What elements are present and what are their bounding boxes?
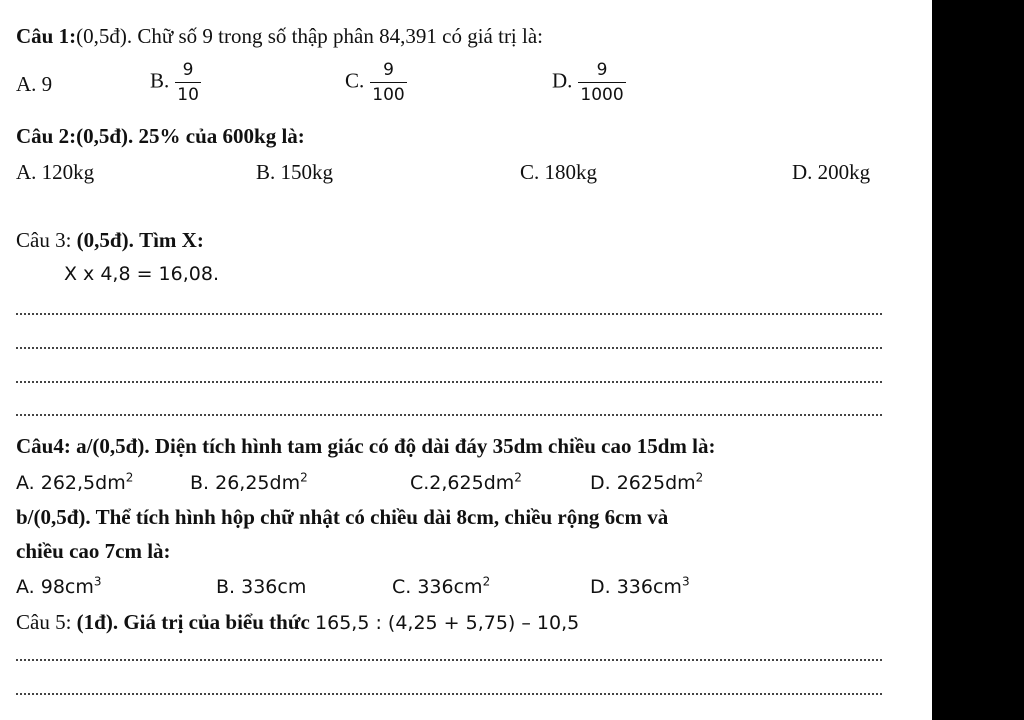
right-black-border [932, 0, 1024, 720]
fraction-denominator: 100 [370, 82, 406, 105]
q3-label: Câu 3: [16, 228, 72, 252]
q2-option-d: D. 200kg [792, 160, 871, 184]
q2-option-b: B. 150kg [256, 160, 334, 184]
exponent: 3 [681, 574, 690, 589]
q1-option-b [150, 60, 201, 105]
q4-sub-b: b/(0,5đ). [16, 505, 91, 529]
question-2 [16, 124, 305, 148]
q4b-option-a [16, 575, 102, 599]
q1-option-d [552, 60, 626, 105]
q1-option-b-prefix: B. [150, 68, 170, 93]
q1-option-a: A. 9 [16, 72, 53, 96]
answer-dotted-line [16, 313, 882, 315]
exponent: 2 [695, 470, 704, 485]
q1-option-b-fraction [175, 60, 201, 105]
option-text: B. 26,25dm [190, 472, 301, 494]
answer-dotted-line [16, 347, 882, 349]
q4-text-a: Diện tích hình tam giác có độ dài đáy 35dm chiều cao 15dm là: [154, 434, 716, 458]
q2-text: 25% của 600kg là: [138, 124, 305, 148]
q1-option-d-prefix: D. [552, 68, 573, 93]
exponent: 2 [482, 574, 491, 589]
answer-dotted-line [16, 693, 882, 695]
q4b-option-c [392, 575, 490, 599]
answer-dotted-line [16, 381, 882, 383]
fraction-numerator: 9 [383, 60, 394, 80]
fraction-numerator: 9 [596, 60, 608, 80]
answer-dotted-line [16, 659, 882, 661]
q2-option-c: C. 180kg [520, 160, 598, 184]
option-text: D. 336cm [590, 576, 682, 598]
q1-points: (0,5đ). [76, 24, 133, 48]
q2-points: (0,5đ). [76, 124, 134, 148]
fraction-denominator: 10 [175, 82, 201, 105]
q4b-option-d [590, 575, 690, 599]
q4b-option-b: B. 336cm [216, 576, 307, 598]
q2-option-a: A. 120kg [16, 160, 95, 184]
q1-label: Câu 1: [16, 24, 77, 48]
exponent: 2 [300, 470, 308, 485]
q1-text: Chữ số 9 trong số thập phân 84,391 có giá trị là: [137, 24, 544, 48]
q3-text: Tìm X: [139, 228, 204, 252]
q5-text: Giá trị của biểu thức [123, 610, 310, 634]
q1-option-c-fraction [370, 60, 406, 105]
question-5 [16, 610, 579, 635]
q2-label: Câu 2: [16, 124, 77, 148]
exponent: 3 [93, 574, 102, 589]
q4a-option-d [590, 471, 703, 495]
q4a-option-c [410, 471, 522, 495]
question-4b-line-2: chiều cao 7cm là: [16, 539, 171, 563]
q3-equation: X x 4,8 = 16,08. [64, 263, 219, 285]
question-3 [16, 228, 204, 252]
exponent: 2 [125, 470, 134, 485]
option-text: C.2,625dm [410, 472, 515, 494]
q5-points: (1đ). [76, 610, 119, 634]
q1-option-c [345, 60, 407, 105]
question-1 [16, 24, 543, 48]
question-4a [16, 434, 715, 458]
q5-label: Câu 5: [16, 610, 72, 634]
question-4b-line-1 [16, 505, 668, 529]
q1-option-d-fraction [578, 60, 625, 105]
exponent: 2 [514, 470, 522, 485]
fraction-numerator: 9 [182, 60, 194, 80]
q4a-option-a [16, 471, 133, 495]
option-text: D. 2625dm [590, 472, 696, 494]
q4-sub-a: a/(0,5đ). [76, 434, 150, 458]
option-text: A. 98cm [16, 576, 94, 598]
answer-dotted-line [16, 414, 882, 416]
q1-option-c-prefix: C. [345, 68, 365, 93]
q5-expression: 165,5 : (4,25 + 5,75) – 10,5 [315, 612, 580, 634]
q3-points: (0,5đ). [76, 228, 134, 252]
q4-text-b1: Thể tích hình hộp chữ nhật có chiều dài 8cm, chiều rộng 6cm và [95, 505, 669, 529]
q4-label: Câu4: [16, 434, 71, 458]
option-text: A. 262,5dm [16, 472, 126, 494]
option-text: C. 336cm [392, 576, 483, 598]
fraction-denominator: 1000 [578, 82, 625, 105]
q4a-option-b [190, 471, 308, 495]
